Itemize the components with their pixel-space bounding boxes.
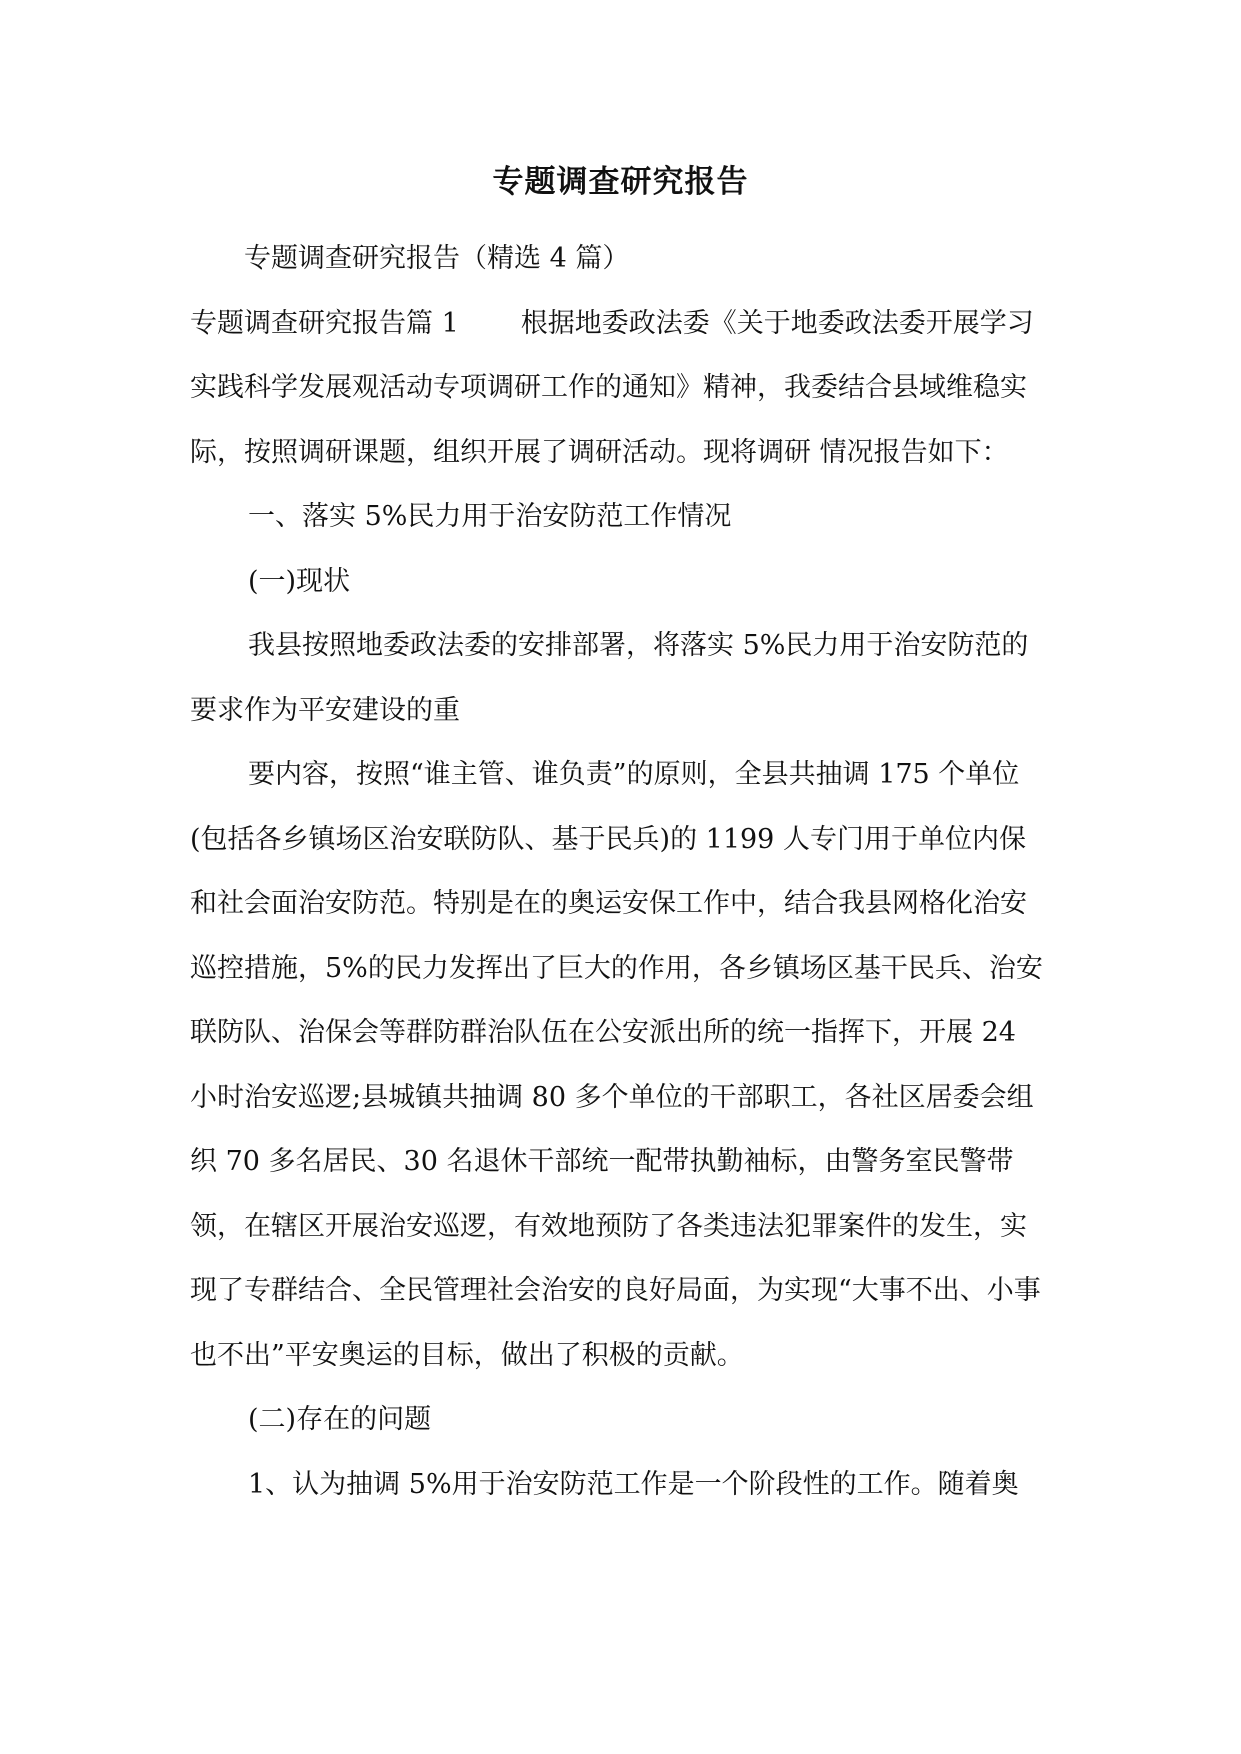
paragraph-2: 要内容，按照“谁主管、谁负责”的原则，全县共抽调 175 个单位(包括各乡镇场区治安联防队、基于民兵)的 1199 人专门用于单位内保和社会面治安防范。特别是在的奥运安保工作中，结合我县网格化治安巡控措施，5%的民力发挥出了巨大的作用，各乡镇场区基干民兵、治安联防队、治保会等群防群治队伍在公安派出所的统一指挥下，开展 24 小时治安巡逻;县城镇共抽调 80 多个单位的干部职工，各社区居委会组织 70 多名居民、30 名退休干部统一配带执勤袖标，由警务室民警带领，在辖区开展治安巡逻，有效地预防了各类违法犯罪案件的发生，实现了专群结合、全民管理社会治安的良好局面，为实现“大事不出、小事也不出”平安奥运的目标，做出了积极的贡献。 — [190, 759, 1043, 1371]
paragraph-3: 1、认为抽调 5%用于治安防范工作是一个阶段性的工作。随着奥 — [248, 1468, 1019, 1500]
heading-1: 一、落实 5%民力用于治安防范工作情况 — [248, 501, 732, 532]
heading-1-1: (一)现状 — [248, 565, 351, 597]
intro-text: 根据地委政法委《关于地委政法委开展学习实践科学发展观活动专项调研工作的通知》精神，我委结合县域维稳实际，按照调研课题，组织开展了调研活动。现将调研 情况报告如下： — [190, 307, 1034, 468]
section-label: 专题调查研究报告篇 1 — [190, 307, 459, 339]
paragraph-1: 我县按照地委政法委的安排部署，将落实 5%民力用于治安防范的要求作为平安建设的重 — [190, 630, 1029, 726]
document-body — [190, 227, 1050, 1517]
intro-paragraph — [190, 292, 1050, 486]
document-title: 专题调查研究报告 — [492, 164, 749, 200]
document-subtitle: 专题调查研究报告（精选 4 篇） — [244, 243, 630, 274]
heading-1-2: (二)存在的问题 — [248, 1404, 432, 1435]
